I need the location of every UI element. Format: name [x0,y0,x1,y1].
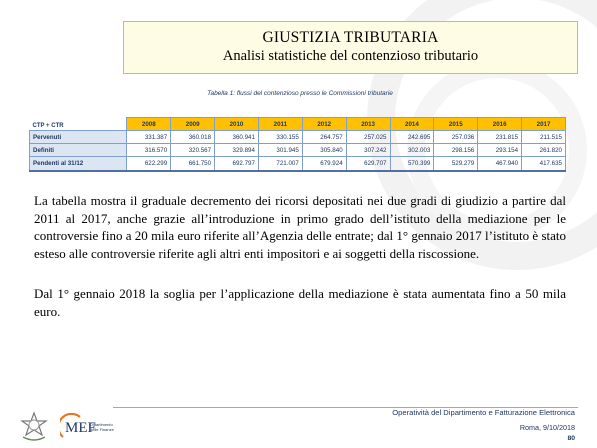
table-row [30,144,566,157]
page-subtitle: Analisi statistiche del contenzioso tributario [222,48,479,64]
year-header: 2017 [522,118,566,131]
table-cell: 467.940 [478,157,522,171]
year-header: 2015 [434,118,478,131]
table-cell: 305.840 [302,144,346,157]
mef-logo-text: MEF [65,420,96,436]
table-cell: 307.242 [346,144,390,157]
footer-title: Operatività del Dipartimento e Fatturazione Elettronica [392,408,575,417]
table-cell: 316.570 [127,144,171,157]
year-header: 2011 [258,118,302,131]
table-cell: 417.635 [522,157,566,171]
year-header: 2009 [171,118,215,131]
table-cell: 331.387 [127,131,171,144]
table-cell: 293.154 [478,144,522,157]
table-cell: 629.707 [346,157,390,171]
year-header: 2010 [215,118,259,131]
table-row [30,131,566,144]
table-cell: 257.025 [346,131,390,144]
table-cell: 570.399 [390,157,434,171]
table-cell: 302.003 [390,144,434,157]
footer-date: Roma, 9/10/2018 [519,423,575,432]
year-header: 2016 [478,118,522,131]
table-cell: 329.894 [215,144,259,157]
table-cell: 679.924 [302,157,346,171]
page-number: 80 [567,435,575,442]
table-cell: 261.820 [522,144,566,157]
table-cell: 231.815 [478,131,522,144]
table-cell: 692.797 [215,157,259,171]
table-cell: 721.007 [258,157,302,171]
flux-table [29,117,566,172]
title-box [123,21,578,74]
row-label: Definiti [30,144,127,157]
table-cell: 622.299 [127,157,171,171]
table-row [30,157,566,171]
table-cell: 264.757 [302,131,346,144]
table-cell: 661.750 [171,157,215,171]
table-header-row [30,118,566,131]
table-cell: 257.036 [434,131,478,144]
table-corner-label: CTP + CTR [30,118,127,131]
table-cell: 320.567 [171,144,215,157]
body-paragraph-1: La tabella mostra il graduale decremento dei ricorsi depositati nei due gradi di giudizio a partire dal 2011 al 2017, anche grazie all’introduzione in primo grado dell’istituto della mediazione per le controversie fino a 20 mila euro riferite all’Agenzia delle entrate; dal 1° gennaio 2017 l’istituto è stato esteso alle controversie riferite agli altri enti impositori e ai soggetti della riscossione. [34,193,566,262]
row-label: Pervenuti [30,131,127,144]
republic-emblem-icon [20,411,48,443]
table-cell: 298.156 [434,144,478,157]
table-cell: 211.515 [522,131,566,144]
body-paragraph-2: Dal 1° gennaio 2018 la soglia per l’applicazione della mediazione è stata aumentata fino a 50 mila euro. [34,286,566,319]
year-header: 2013 [346,118,390,131]
year-header: 2012 [302,118,346,131]
page-title: GIUSTIZIA TRIBUTARIA [262,29,439,46]
table-cell: 360.018 [171,131,215,144]
table-cell: 330.155 [258,131,302,144]
table-cell: 360.941 [215,131,259,144]
row-label: Pendenti al 31/12 [30,157,127,171]
table-cell: 301.945 [258,144,302,157]
table-cell: 242.695 [390,131,434,144]
table-caption: Tabella 1: flussi del contenzioso presso le Commissioni tributarie [207,90,393,97]
year-header: 2008 [127,118,171,131]
year-header: 2014 [390,118,434,131]
mef-department-label: Dipartimento delle Finanze [90,422,114,432]
table-cell: 529.279 [434,157,478,171]
